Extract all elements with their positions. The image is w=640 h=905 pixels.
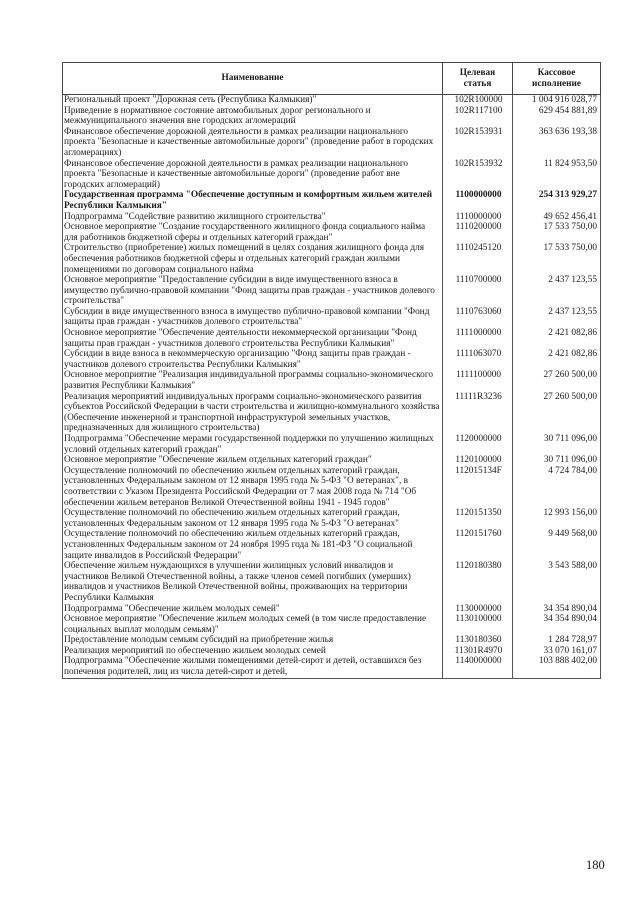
- row-cash-execution: 17 533 750,00: [513, 243, 601, 275]
- table-row: [63, 614, 601, 635]
- row-target-code: 1120151350: [443, 508, 513, 529]
- table-row: [63, 243, 601, 275]
- row-cash-execution: 254 313 929,27: [513, 190, 601, 211]
- row-cash-execution: 34 354 890,04: [513, 604, 601, 615]
- row-cash-execution: 12 993 156,00: [513, 508, 601, 529]
- table-row: [63, 466, 601, 508]
- row-cash-execution: 49 652 456,41: [513, 212, 601, 223]
- row-name: Реализация мероприятий по обеспечению жильем молодых семей: [63, 646, 443, 657]
- row-target-code: 102R153931: [443, 127, 513, 159]
- row-cash-execution: 11 824 953,50: [513, 159, 601, 191]
- row-cash-execution: 2 421 082,86: [513, 349, 601, 370]
- table-row: [63, 604, 601, 615]
- page-number: 180: [586, 858, 605, 872]
- row-target-code: 102R117100: [443, 106, 513, 127]
- row-cash-execution: 27 260 500,00: [513, 370, 601, 391]
- row-target-code: 1130000000: [443, 604, 513, 615]
- row-name: Обеспечение жильем нуждающихся в улучшении жилищных условий инвалидов и участников Великой Отечественной войны, а также членов семей погибших (умерших) инвалидов и участников Великой Отечественной войны, проживающих на территории Республики Калмыкия: [63, 561, 443, 603]
- row-name: Финансовое обеспечение дорожной деятельности в рамках реализации национального проекта "Безопасные и качественные автомобильные дороги" (проведение работ вне городских агломераций): [63, 159, 443, 191]
- row-target-code: 1111063070: [443, 349, 513, 370]
- row-target-code: 1140000000: [443, 656, 513, 678]
- row-cash-execution: 2 437 123,55: [513, 307, 601, 328]
- row-cash-execution: 363 636 193,38: [513, 127, 601, 159]
- row-cash-execution: 4 724 784,00: [513, 466, 601, 508]
- row-name: Финансовое обеспечение дорожной деятельности в рамках реализации национального проекта "Безопасные и качественные автомобильные дороги" (проведение работ в городских агломерациях): [63, 127, 443, 159]
- table-row: [63, 529, 601, 561]
- row-name: Подпрограмма "Обеспечение жильем молодых семей": [63, 604, 443, 615]
- row-cash-execution: 33 070 161,07: [513, 646, 601, 657]
- row-target-code: 1100000000: [443, 190, 513, 211]
- table-row: [63, 159, 601, 191]
- row-name: Региональный проект "Дорожная сеть (Республика Калмыкия)": [63, 95, 443, 106]
- table-row: [63, 349, 601, 370]
- row-name: Субсидии в виде взноса в некоммерческую организацию "Фонд защиты прав граждан - участников долевого строительства Республики Калмыкия": [63, 349, 443, 370]
- table-row: [63, 646, 601, 657]
- row-target-code: 1110245120: [443, 243, 513, 275]
- table-row: [63, 434, 601, 455]
- row-target-code: 1120000000: [443, 434, 513, 455]
- row-target-code: 1110200000: [443, 222, 513, 243]
- table-row: [63, 561, 601, 603]
- row-name: Подпрограмма "Обеспечение жилыми помещениями детей-сирот и детей, оставшихся без попечения родителей, лиц из числа детей-сирот и детей,: [63, 656, 443, 678]
- row-target-code: 1130100000: [443, 614, 513, 635]
- table-row: [63, 212, 601, 223]
- table-row: [63, 656, 601, 678]
- row-target-code: 1110000000: [443, 212, 513, 223]
- table-row: [63, 455, 601, 466]
- row-cash-execution: 34 354 890,04: [513, 614, 601, 635]
- table-row: [63, 370, 601, 391]
- row-name: Субсидии в виде имущественного взноса в имущество публично-правовой компании "Фонд защиты прав граждан - участников долевого строительства": [63, 307, 443, 328]
- row-cash-execution: 9 449 568,00: [513, 529, 601, 561]
- row-name: Строительство (приобретение) жилых помещений в целях создания жилищного фонда для обеспечения работников бюджетной сферы и отдельных категорий граждан жилыми помещениями по договорам социального найма: [63, 243, 443, 275]
- row-name: Подпрограмма "Обеспечение мерами государственной поддержки по улучшению жилищных условий отдельных категорий граждан": [63, 434, 443, 455]
- table-row: [63, 95, 601, 106]
- row-target-code: 1120100000: [443, 455, 513, 466]
- row-target-code: 1120180380: [443, 561, 513, 603]
- row-name: Основное мероприятие "Предоставление субсидии в виде имущественного взноса в имущество публично-правовой компании "Фонд защиты прав граждан - участников долевого строительства": [63, 275, 443, 307]
- row-cash-execution: 17 533 750,00: [513, 222, 601, 243]
- header-cash-execution: Кассовое исполнение: [513, 63, 601, 95]
- row-cash-execution: 103 888 402,00: [513, 656, 601, 678]
- row-target-code: 1120151760: [443, 529, 513, 561]
- table-row: [63, 190, 601, 211]
- row-name: Основное мероприятие "Создание государственного жилищного фонда социального найма для работников бюджетной сферы и отдельных категорий граждан": [63, 222, 443, 243]
- table-row: [63, 508, 601, 529]
- row-name: Осуществление полномочий по обеспечению жильем отдельных категорий граждан, установленных Федеральным законом от 12 января 1995 года № 5-ФЗ "О ветеранах": [63, 508, 443, 529]
- row-target-code: 1111000000: [443, 328, 513, 349]
- row-target-code: 102R100000: [443, 95, 513, 106]
- row-cash-execution: 629 454 881,89: [513, 106, 601, 127]
- row-cash-execution: 2 437 123,55: [513, 275, 601, 307]
- table-row: [63, 635, 601, 646]
- row-target-code: 1110700000: [443, 275, 513, 307]
- budget-execution-table: [62, 62, 601, 679]
- table-row: [63, 222, 601, 243]
- row-target-code: 1130180360: [443, 635, 513, 646]
- row-name: Основное мероприятие "Реализация индивидуальной программы социально-экономического развития Республики Калмыкия": [63, 370, 443, 391]
- row-target-code: 112015134F: [443, 466, 513, 508]
- row-cash-execution: 2 421 082,86: [513, 328, 601, 349]
- budget-table-container: [62, 62, 600, 679]
- row-target-code: 1110763060: [443, 307, 513, 328]
- row-name: Предоставление молодым семьям субсидий на приобретение жилья: [63, 635, 443, 646]
- header-target-code: Целевая статья: [443, 63, 513, 95]
- row-target-code: 11301R4970: [443, 646, 513, 657]
- row-name: Основное мероприятие "Обеспечение жильем отдельных категорий граждан": [63, 455, 443, 466]
- row-target-code: 11111R3236: [443, 392, 513, 434]
- row-target-code: 102R153932: [443, 159, 513, 191]
- row-name: Подпрограмма "Содействие развитию жилищного строительства": [63, 212, 443, 223]
- table-row: [63, 106, 601, 127]
- header-name: Наименование: [63, 63, 443, 95]
- row-cash-execution: 1 284 728,97: [513, 635, 601, 646]
- row-name: Основное мероприятие "Обеспечение деятельности некоммерческой организации "Фонд защиты прав граждан - участников долевого строительства Республики Калмыкия": [63, 328, 443, 349]
- row-cash-execution: 27 260 500,00: [513, 392, 601, 434]
- row-name: Реализация мероприятий индивидуальных программ социально-экономического развития субъектов Российской Федерации в части строительства и жилищно-коммунального хозяйства (Обеспечение инженерной и транспортной инфраструктурой земельных участков, предназначенных для жилищного строительства): [63, 392, 443, 434]
- table-row: [63, 392, 601, 434]
- row-name: Приведение в нормативное состояние автомобильных дорог регионального и межмуниципального значения вне городских агломераций: [63, 106, 443, 127]
- row-name: Осуществление полномочий по обеспечению жильем отдельных категорий граждан, установленных Федеральным законом от 24 ноября 1995 года № 181-ФЗ "О социальной защите инвалидов в Российской Федерации": [63, 529, 443, 561]
- row-name: Государственная программа "Обеспечение доступным и комфортным жильем жителей Республики Калмыкия": [63, 190, 443, 211]
- row-cash-execution: 30 711 096,00: [513, 455, 601, 466]
- table-row: [63, 127, 601, 159]
- table-row: [63, 328, 601, 349]
- row-cash-execution: 30 711 096,00: [513, 434, 601, 455]
- row-name: Осуществление полномочий по обеспечению жильем отдельных категорий граждан, установленных Федеральным законом от 12 января 1995 года № 5-ФЗ "О ветеранах", в соответствии с Указом Президента Российской Федерации от 7 мая 2008 года № 714 "Об обеспечении жильем ветеранов Великой Отечественной войны 1941 - 1945 годов": [63, 466, 443, 508]
- row-name: Основное мероприятие "Обеспечение жильем молодых семей (в том числе предоставление социальных выплат молодым семьям)": [63, 614, 443, 635]
- row-target-code: 1111100000: [443, 370, 513, 391]
- table-header-row: [63, 63, 601, 95]
- table-row: [63, 307, 601, 328]
- row-cash-execution: 1 004 916 028,77: [513, 95, 601, 106]
- table-row: [63, 275, 601, 307]
- row-cash-execution: 3 543 588,00: [513, 561, 601, 603]
